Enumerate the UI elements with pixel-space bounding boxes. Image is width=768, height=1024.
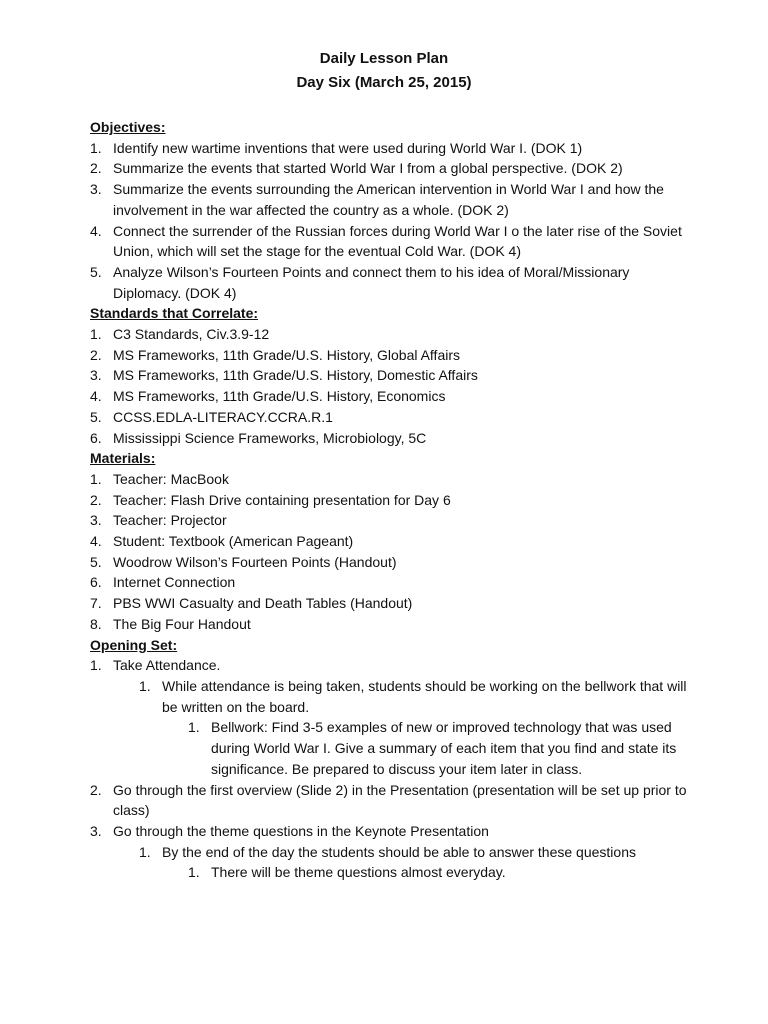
item-text: Student: Textbook (American Pageant)	[113, 533, 354, 550]
item-text: There will be theme questions almost everyday.	[211, 864, 506, 881]
item-text: While attendance is being taken, students should be working on the bellwork that will be written on the board.	[162, 677, 687, 715]
item-text: Bellwork: Find 3-5 examples of new or improved technology that was used during World War I. Give a summary of each item that you find and state its significance. Be prepared to discuss your item later in class.	[211, 719, 677, 777]
item-number: 5.	[90, 553, 102, 570]
item-number: 6.	[90, 574, 102, 591]
item-text: MS Frameworks, 11th Grade/U.S. History, Economics	[113, 388, 446, 405]
item-number: 5.	[90, 408, 102, 425]
item-number: 3.	[90, 512, 102, 529]
document-title: Daily Lesson Plan	[319, 50, 449, 67]
item-text: MS Frameworks, 11th Grade/U.S. History, Global Affairs	[113, 346, 460, 363]
opening-item	[90, 780, 690, 821]
material-item	[90, 614, 690, 635]
document-subtitle: Day Six (March 25, 2015)	[296, 74, 472, 91]
objectives-heading: Objectives:	[90, 119, 166, 135]
item-number: 1.	[188, 864, 200, 881]
item-number: 2.	[90, 160, 102, 177]
item-number: 7.	[90, 595, 102, 612]
item-number: 8.	[90, 615, 102, 632]
standard-item	[90, 386, 690, 407]
item-number: 1.	[90, 470, 102, 487]
objective-item	[90, 158, 690, 179]
item-number: 3.	[90, 367, 102, 384]
opening-subsubitem	[188, 862, 690, 883]
objective-item	[90, 138, 690, 159]
item-number: 2.	[90, 346, 102, 363]
item-text: Mississippi Science Frameworks, Microbiology, 5C	[113, 429, 427, 446]
item-number: 3.	[90, 822, 102, 839]
item-text: The Big Four Handout	[113, 615, 251, 632]
item-number: 1.	[90, 657, 102, 674]
item-number: 1.	[139, 843, 151, 860]
material-item	[90, 510, 690, 531]
opening-subitem	[139, 676, 690, 717]
material-item	[90, 572, 690, 593]
objective-item	[90, 262, 690, 303]
item-number: 4.	[90, 222, 102, 239]
standard-item	[90, 407, 690, 428]
item-text: Identify new wartime inventions that were used during World War I. (DOK 1)	[113, 139, 583, 156]
item-text: MS Frameworks, 11th Grade/U.S. History, Domestic Affairs	[113, 367, 478, 384]
material-item	[90, 593, 690, 614]
objective-item	[90, 221, 690, 262]
item-text: Go through the theme questions in the Keynote Presentation	[113, 822, 489, 839]
item-number: 1.	[139, 677, 151, 694]
item-text: Teacher: MacBook	[113, 470, 229, 487]
item-number: 4.	[90, 388, 102, 405]
opening-set-heading: Opening Set:	[90, 636, 178, 653]
standard-item	[90, 428, 690, 449]
item-text: Connect the surrender of the Russian forces during World War I o the later rise of the Soviet Union, which will set the stage for the eventual Cold War. (DOK 4)	[113, 222, 682, 260]
item-number: 2.	[90, 491, 102, 508]
standard-item	[90, 365, 690, 386]
opening-item	[90, 655, 690, 676]
item-text: Summarize the events that started World War I from a global perspective. (DOK 2)	[113, 160, 623, 177]
item-number: 3.	[90, 181, 102, 198]
item-text: Go through the first overview (Slide 2) in the Presentation (presentation will be set up prior to class)	[113, 781, 687, 819]
item-text: Analyze Wilson’s Fourteen Points and connect them to his idea of Moral/Missionary Diplomacy. (DOK 4)	[113, 263, 630, 301]
material-item	[90, 490, 690, 511]
material-item	[90, 469, 690, 490]
material-item	[90, 531, 690, 552]
item-text: Teacher: Projector	[113, 512, 227, 529]
materials-heading: Materials:	[90, 450, 156, 467]
lesson-content	[90, 117, 690, 883]
item-number: 6.	[90, 429, 102, 446]
item-text: PBS WWI Casualty and Death Tables (Handout)	[113, 595, 413, 612]
opening-subsubitem	[188, 717, 690, 779]
item-number: 2.	[90, 781, 102, 798]
opening-item	[90, 821, 690, 842]
item-text: Internet Connection	[113, 574, 236, 591]
item-text: CCSS.EDLA-LITERACY.CCRA.R.1	[113, 408, 333, 425]
item-number: 1.	[90, 326, 102, 343]
opening-subitem	[139, 842, 690, 863]
item-number: 5.	[90, 263, 102, 280]
standard-item	[90, 345, 690, 366]
item-text: Woodrow Wilson’s Fourteen Points (Handout)	[113, 553, 397, 570]
objective-item	[90, 179, 690, 220]
item-text: C3 Standards, Civ.3.9-12	[113, 326, 270, 343]
item-text: Teacher: Flash Drive containing presentation for Day 6	[113, 491, 451, 508]
item-number: 1.	[188, 719, 200, 736]
standard-item	[90, 324, 690, 345]
standards-heading: Standards that Correlate:	[90, 305, 259, 322]
item-text: By the end of the day the students should be able to answer these questions	[162, 843, 636, 860]
item-text: Summarize the events surrounding the American intervention in World War I and how the involvement in the war affected the country as a whole. (DOK 2)	[113, 181, 664, 218]
item-text: Take Attendance.	[113, 657, 221, 674]
item-number: 4.	[90, 533, 102, 550]
material-item	[90, 552, 690, 573]
item-number: 1.	[90, 139, 102, 156]
